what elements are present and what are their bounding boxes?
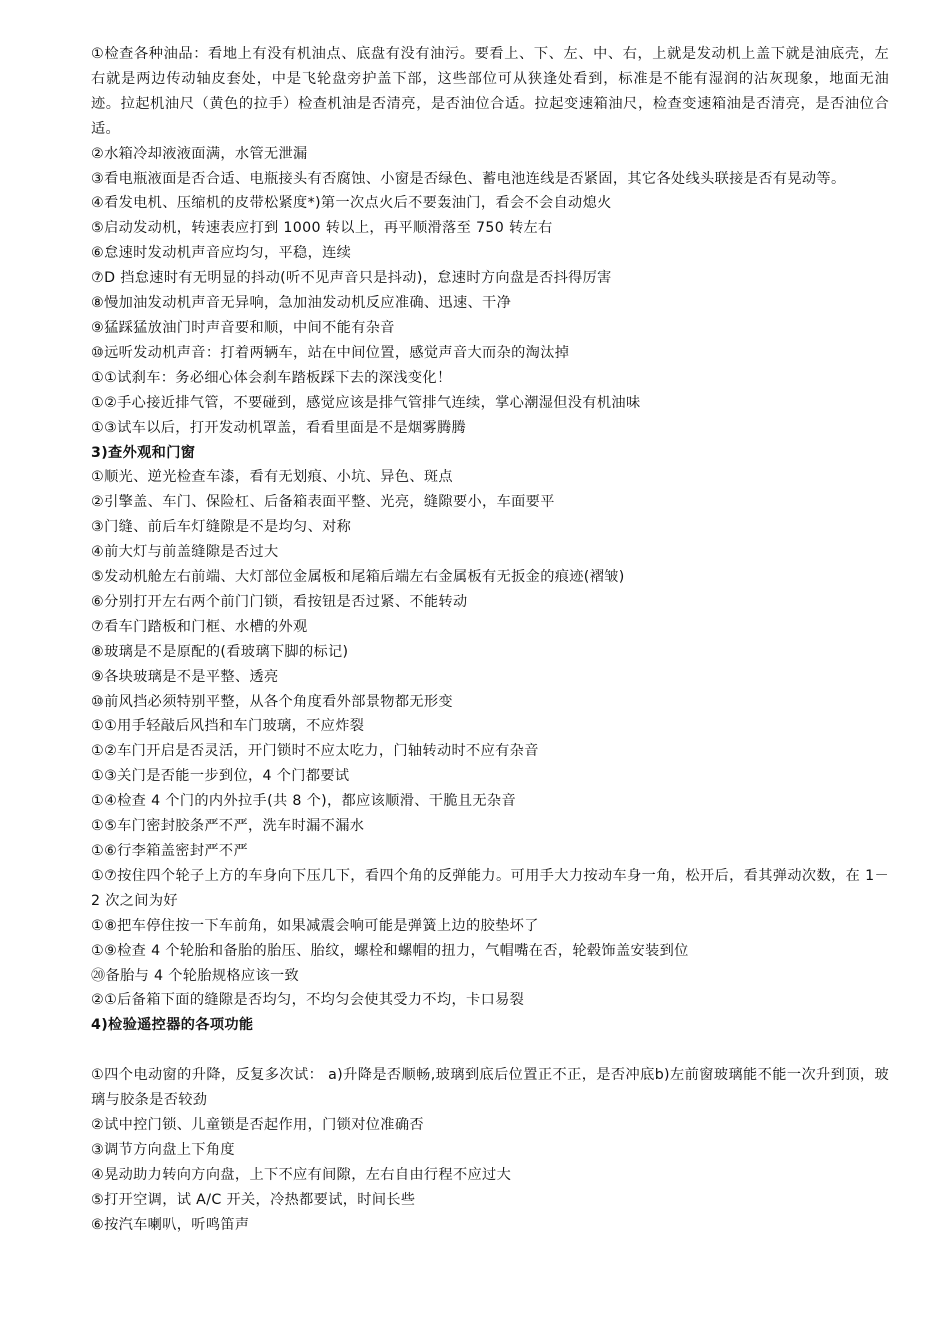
paragraph-item: ⑦D 挡怠速时有无明显的抖动(听不见声音只是抖动)，怠速时方向盘是否抖得厉害 [91, 270, 612, 287]
paragraph-item: ⑩远听发动机声音：打着两辆车，站在中间位置，感觉声音大而杂的淘汰掉 [91, 344, 570, 361]
paragraph-item: ①①用手轻敲后风挡和车门玻璃，不应炸裂 [91, 718, 365, 735]
paragraph-item: ①③试车以后，打开发动机罩盖，看看里面是不是烟雾腾腾 [91, 419, 467, 436]
paragraph-item: ④晃动助力转向方向盘，上下不应有间隙，左右自由行程不应过大 [91, 1166, 512, 1183]
paragraph-item: ①⑨检查 4 个轮胎和备胎的胎压、胎纹，螺栓和螺帽的扭力，气帽嘴在否，轮毂饰盖安装到位 [91, 942, 689, 959]
paragraph-item: ⑥怠速时发动机声音应均匀，平稳，连续 [91, 245, 352, 262]
section-2-list [91, 42, 889, 441]
paragraph-item: ④前大灯与前盖缝隙是否过大 [91, 544, 279, 561]
paragraph-item: ①④检查 4 个门的内外拉手(共 8 个)，都应该顺滑、干脆且无杂音 [91, 793, 517, 810]
paragraph-item: ⑤打开空调，试 A/C 开关，冷热都要试，时间长些 [91, 1191, 416, 1208]
paragraph-item: ②试中控门锁、儿童锁是否起作用，门锁对位准确否 [91, 1116, 424, 1133]
section-4-heading: 4)检验遥控器的各项功能 [91, 1017, 254, 1034]
paragraph-item: ⑦看车门踏板和门框、水槽的外观 [91, 618, 308, 635]
paragraph-item: ②引擎盖、车门、保险杠、后备箱表面平整、光亮，缝隙要小，车面要平 [91, 494, 555, 511]
paragraph-item: ①②手心接近排气管，不要碰到，感觉应该是排气管排气连续，掌心潮湿但没有机油味 [91, 394, 641, 411]
paragraph-item: ⑥分别打开左右两个前门门锁，看按钮是否过紧、不能转动 [91, 593, 468, 610]
paragraph-item: ①③关门是否能一步到位，4 个门都要试 [91, 768, 350, 785]
paragraph-item: ③看电瓶液面是否合适、电瓶接头有否腐蚀、小窗是否绿色、蓄电池连线是否紧固，其它各处线头联接是否有晃动等。 [91, 170, 846, 187]
paragraph-item: ③调节方向盘上下角度 [91, 1141, 235, 1158]
paragraph-item: ②水箱冷却液液面满，水管无泄漏 [91, 145, 308, 162]
blank-line [91, 1038, 889, 1063]
paragraph-item: ③门缝、前后车灯缝隙是不是均匀、对称 [91, 519, 352, 536]
document-page [91, 42, 889, 1237]
paragraph-item: ①②车门开启是否灵活，开门锁时不应太吃力，门轴转动时不应有杂音 [91, 743, 539, 760]
paragraph-item: ①顺光、逆光检查车漆，看有无划痕、小坑、异色、斑点 [91, 469, 453, 486]
paragraph-item: ①⑦按住四个轮子上方的车身向下压几下，看四个角的反弹能力。可用手大力按动车身一角，松开后，看其弹动次数，在 1－2 次之间为好 [91, 867, 889, 909]
paragraph-item: ⑳备胎与 4 个轮胎规格应该一致 [91, 967, 300, 984]
paragraph-item: ②①后备箱下面的缝隙是否均匀，不均匀会使其受力不均，卡口易裂 [91, 992, 525, 1009]
paragraph-item: ①⑥行李箱盖密封严不严 [91, 843, 248, 859]
paragraph-item: ⑧玻璃是不是原配的(看玻璃下脚的标记) [91, 643, 349, 660]
paragraph-item: ⑨猛踩猛放油门时声音要和顺，中间不能有杂音 [91, 319, 395, 336]
paragraph-item: ④看发电机、压缩机的皮带松紧度*)第一次点火后不要轰油门，看会不会自动熄火 [91, 195, 612, 212]
paragraph-item: ⑧慢加油发动机声音无异响，急加油发动机反应准确、迅速、干净 [91, 295, 512, 312]
section-3-heading: 3)查外观和门窗 [91, 444, 196, 461]
section-4-list [91, 1063, 889, 1237]
paragraph-item: ①⑤车门密封胶条严不严，洗车时漏不漏水 [91, 818, 365, 835]
paragraph-item: ①⑧把车停住按一下车前角，如果减震会响可能是弹簧上边的胶垫坏了 [91, 917, 539, 934]
paragraph-item: ⑤启动发动机，转速表应打到 1000 转以上，再平顺滑落至 750 转左右 [91, 220, 553, 237]
paragraph-item: ⑨各块玻璃是不是平整、透亮 [91, 668, 279, 685]
paragraph-item: ①①试刹车：务必细心体会刹车踏板踩下去的深浅变化！ [91, 369, 452, 386]
paragraph-item: ⑤发动机舱左右前端、大灯部位金属板和尾箱后端左右金属板有无扳金的痕迹(褶皱) [91, 569, 625, 586]
section-3-list [91, 465, 889, 1013]
paragraph-item: ⑩前风挡必须特别平整，从各个角度看外部景物都无形变 [91, 693, 453, 710]
paragraph-item: ⑥按汽车喇叭，听鸣笛声 [91, 1216, 250, 1233]
paragraph-item: ①检查各种油品：看地上有没有机油点、底盘有没有油污。要看上、下、左、中、右，上就是发动机上盖下就是油底壳，左右就是两边传动轴皮套处，中是飞轮盘旁护盖下部，这些部位可从狭逢处看到，标准是不能有湿润的沾灰现象，地面无油迹。拉起机油尺（黄色的拉手）检查机油是否清亮，是否油位合适。拉起变速箱油尺，检查变速箱油是否清亮，是否油位合适。 [91, 46, 889, 137]
paragraph-item: ①四个电动窗的升降，反复多次试： a)升降是否顺畅,玻璃到底后位置正不正，是否冲底b)左前窗玻璃能不能一次升到顶，玻璃与胶条是否较劲 [91, 1067, 889, 1109]
